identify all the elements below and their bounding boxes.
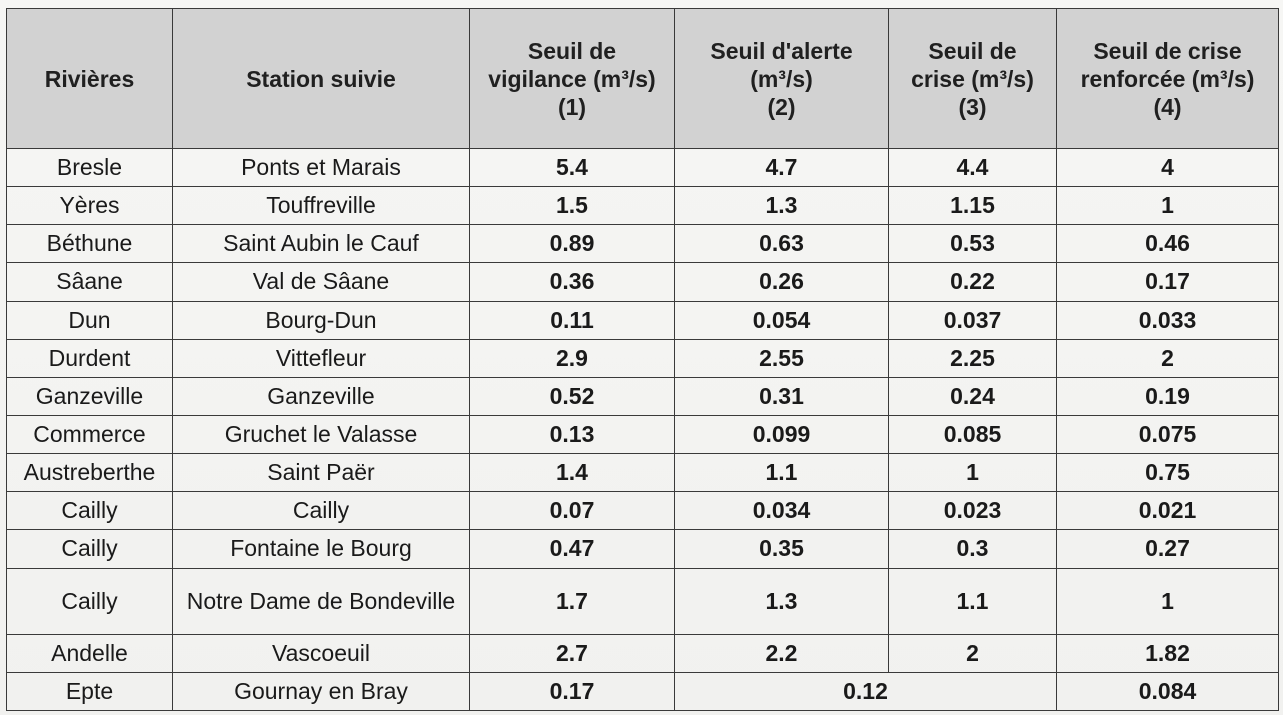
station-cell: Gournay en Bray	[173, 672, 470, 710]
header-station-suivie: Station suivie	[173, 9, 470, 149]
riviere-cell: Béthune	[7, 225, 173, 263]
crise-renforcee-cell: 0.19	[1057, 377, 1279, 415]
station-cell: Ponts et Marais	[173, 149, 470, 187]
crise-renforcee-cell: 0.75	[1057, 454, 1279, 492]
station-cell: Vittefleur	[173, 339, 470, 377]
crise-renforcee-cell: 1	[1057, 187, 1279, 225]
crise-renforcee-cell: 4	[1057, 149, 1279, 187]
alerte-cell: 1.3	[675, 187, 889, 225]
header-seuil-crise-renforcee: Seuil de crise renforcée (m³/s) (4)	[1057, 9, 1279, 149]
table-row	[7, 415, 1279, 453]
crise-cell: 0.24	[889, 377, 1057, 415]
header-row	[7, 9, 1279, 149]
table-row	[7, 530, 1279, 568]
header-rivieres: Rivières	[7, 9, 173, 149]
vigilance-cell: 0.47	[470, 530, 675, 568]
table-row	[7, 301, 1279, 339]
table-row	[7, 492, 1279, 530]
crise-renforcee-cell: 0.084	[1057, 672, 1279, 710]
riviere-cell: Cailly	[7, 492, 173, 530]
station-cell: Cailly	[173, 492, 470, 530]
table-row	[7, 187, 1279, 225]
crise-renforcee-cell: 0.46	[1057, 225, 1279, 263]
station-cell: Touffreville	[173, 187, 470, 225]
crise-cell: 1	[889, 454, 1057, 492]
crise-renforcee-cell: 0.021	[1057, 492, 1279, 530]
crise-cell: 0.023	[889, 492, 1057, 530]
crise-renforcee-cell: 0.27	[1057, 530, 1279, 568]
alerte-cell: 2.2	[675, 634, 889, 672]
table-row	[7, 377, 1279, 415]
table-row	[7, 339, 1279, 377]
table-row	[7, 225, 1279, 263]
station-cell: Saint Aubin le Cauf	[173, 225, 470, 263]
crise-cell: 2.25	[889, 339, 1057, 377]
crise-renforcee-cell: 1.82	[1057, 634, 1279, 672]
vigilance-cell: 0.89	[470, 225, 675, 263]
vigilance-cell: 0.52	[470, 377, 675, 415]
alerte-cell: 0.26	[675, 263, 889, 301]
table-row	[7, 672, 1279, 710]
crise-cell: 0.085	[889, 415, 1057, 453]
crise-cell: 1.1	[889, 568, 1057, 634]
riviere-cell: Cailly	[7, 530, 173, 568]
riviere-cell: Yères	[7, 187, 173, 225]
riviere-cell: Commerce	[7, 415, 173, 453]
riviere-cell: Sâane	[7, 263, 173, 301]
alerte-cell: 0.099	[675, 415, 889, 453]
crise-renforcee-cell: 0.17	[1057, 263, 1279, 301]
header-seuil-vigilance: Seuil de vigilance (m³/s) (1)	[470, 9, 675, 149]
riviere-cell: Cailly	[7, 568, 173, 634]
low-water-thresholds-table	[6, 8, 1279, 711]
crise-renforcee-cell: 2	[1057, 339, 1279, 377]
alerte-cell: 1.1	[675, 454, 889, 492]
crise-renforcee-cell: 0.033	[1057, 301, 1279, 339]
vigilance-cell: 0.11	[470, 301, 675, 339]
riviere-cell: Andelle	[7, 634, 173, 672]
vigilance-cell: 2.7	[470, 634, 675, 672]
alerte-cell: 0.054	[675, 301, 889, 339]
table-row	[7, 568, 1279, 634]
header-seuil-alerte: Seuil d'alerte (m³/s) (2)	[675, 9, 889, 149]
vigilance-cell: 0.13	[470, 415, 675, 453]
riviere-cell: Epte	[7, 672, 173, 710]
riviere-cell: Austreberthe	[7, 454, 173, 492]
crise-cell: 2	[889, 634, 1057, 672]
station-cell: Saint Paër	[173, 454, 470, 492]
vigilance-cell: 0.17	[470, 672, 675, 710]
vigilance-cell: 5.4	[470, 149, 675, 187]
alerte-cell: 0.31	[675, 377, 889, 415]
crise-cell: 0.3	[889, 530, 1057, 568]
crise-cell: 4.4	[889, 149, 1057, 187]
table-row	[7, 634, 1279, 672]
crise-cell: 1.15	[889, 187, 1057, 225]
crise-cell: 0.53	[889, 225, 1057, 263]
alerte-cell: 4.7	[675, 149, 889, 187]
crise-renforcee-cell: 0.075	[1057, 415, 1279, 453]
vigilance-cell: 1.5	[470, 187, 675, 225]
vigilance-cell: 2.9	[470, 339, 675, 377]
station-cell: Fontaine le Bourg	[173, 530, 470, 568]
crise-renforcee-cell: 1	[1057, 568, 1279, 634]
riviere-cell: Dun	[7, 301, 173, 339]
alerte-crise-merged-cell: 0.12	[675, 672, 1057, 710]
station-cell: Notre Dame de Bondeville	[173, 568, 470, 634]
riviere-cell: Bresle	[7, 149, 173, 187]
crise-cell: 0.037	[889, 301, 1057, 339]
header-seuil-crise: Seuil de crise (m³/s) (3)	[889, 9, 1057, 149]
riviere-cell: Ganzeville	[7, 377, 173, 415]
table-row	[7, 149, 1279, 187]
station-cell: Vascoeuil	[173, 634, 470, 672]
vigilance-cell: 0.07	[470, 492, 675, 530]
station-cell: Ganzeville	[173, 377, 470, 415]
station-cell: Bourg-Dun	[173, 301, 470, 339]
vigilance-cell: 0.36	[470, 263, 675, 301]
alerte-cell: 2.55	[675, 339, 889, 377]
table-row	[7, 454, 1279, 492]
alerte-cell: 1.3	[675, 568, 889, 634]
table-row	[7, 263, 1279, 301]
riviere-cell: Durdent	[7, 339, 173, 377]
alerte-cell: 0.63	[675, 225, 889, 263]
alerte-cell: 0.034	[675, 492, 889, 530]
vigilance-cell: 1.4	[470, 454, 675, 492]
alerte-cell: 0.35	[675, 530, 889, 568]
station-cell: Val de Sâane	[173, 263, 470, 301]
station-cell: Gruchet le Valasse	[173, 415, 470, 453]
vigilance-cell: 1.7	[470, 568, 675, 634]
crise-cell: 0.22	[889, 263, 1057, 301]
